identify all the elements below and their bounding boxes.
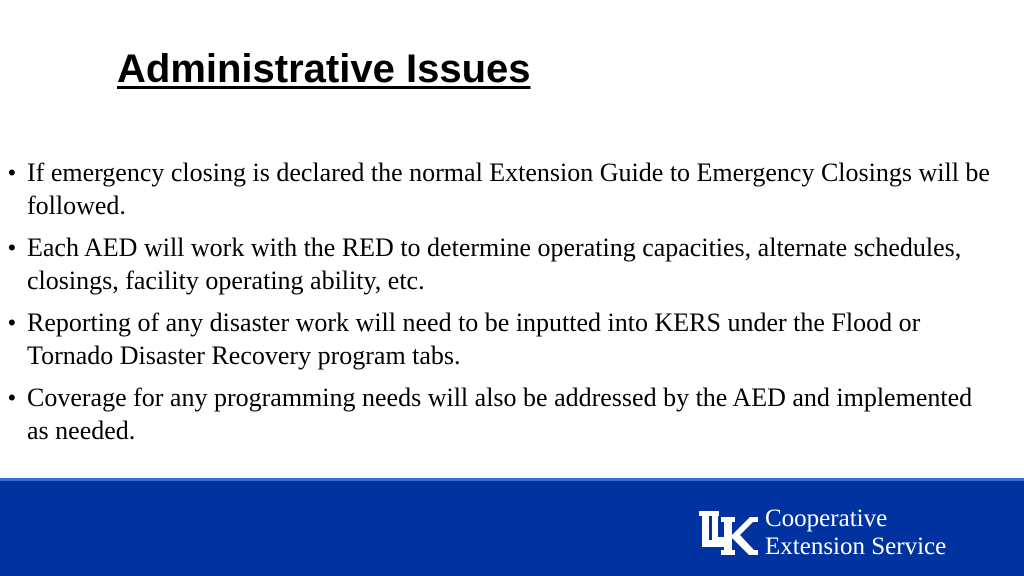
logo-line2: Extension Service bbox=[765, 533, 947, 560]
bullet-list bbox=[8, 156, 998, 456]
uk-logo-icon bbox=[698, 507, 760, 557]
bullet-item bbox=[8, 231, 998, 297]
bullet-text: Reporting of any disaster work will need to be inputted into KERS under the Flood or Tornado Disaster Recovery program tabs. bbox=[27, 308, 921, 370]
bullet-item bbox=[8, 156, 998, 222]
bullet-marker: • bbox=[8, 310, 16, 335]
slide-title: Administrative Issues bbox=[117, 47, 531, 91]
bullet-text: Coverage for any programming needs will also be addressed by the AED and implemented as needed. bbox=[27, 383, 973, 445]
logo-line1: Cooperative bbox=[765, 505, 888, 532]
bullet-text: Each AED will work with the RED to determine operating capacities, alternate schedules, closings, facility operating ability, etc. bbox=[27, 233, 962, 295]
footer-bar bbox=[0, 478, 1024, 576]
logo-wordmark bbox=[765, 505, 946, 561]
bullet-item bbox=[8, 381, 998, 447]
bullet-marker: • bbox=[8, 235, 16, 260]
bullet-marker: • bbox=[8, 160, 16, 185]
bullet-marker: • bbox=[8, 385, 16, 410]
bullet-text: If emergency closing is declared the normal Extension Guide to Emergency Closings will be followed. bbox=[27, 158, 990, 220]
bullet-item bbox=[8, 306, 998, 372]
